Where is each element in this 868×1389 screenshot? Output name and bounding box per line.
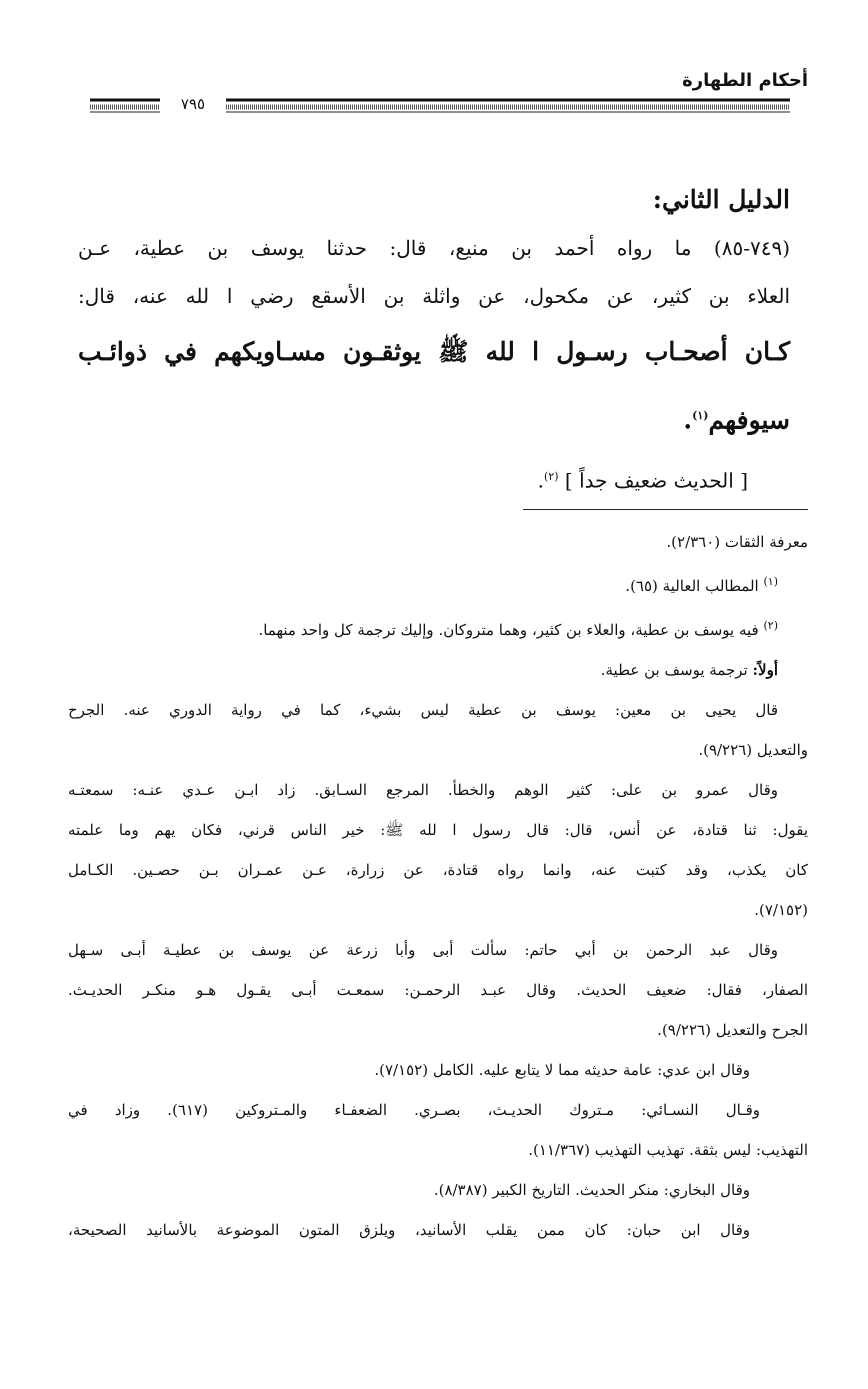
footnote-1 <box>68 562 778 606</box>
running-title: أحكام الطهارة <box>682 70 808 91</box>
footnote-1-text: المطالب العالية (٦٥). <box>625 577 759 595</box>
footnote-separator <box>523 509 808 510</box>
hadith-text-line-1: كـان أصحـاب رسـول ا لله ﷺ يوثقـون مسـاويكهم في ذوائـب <box>78 337 790 366</box>
footnote-ref-2: (٢) <box>544 470 559 484</box>
main-text <box>78 176 790 506</box>
hadith-isnad-line-1: (٧٤٩-٨٥) ما رواه أحمد بن منيع، قال: حدثنا يوسف بن عطية، عـن <box>78 236 790 260</box>
footnote-line: كان يكذب، وقد كتبت عنه، وانما رواه قتادة، عن زرارة، عـن عمـران بـن حصـين. الكـامل <box>68 861 808 879</box>
hadith-grade <box>78 452 748 506</box>
footnote-line: الجرح والتعديل (٩/٢٢٦). <box>657 1021 808 1039</box>
grade-text: [ الحديث ضعيف جداً ] <box>564 468 748 493</box>
footnote-2-text: فيه يوسف بن عطية، والعلاء بن كثير، وهما متروكان. وإليك ترجمة كل واحد منهما. <box>258 621 759 639</box>
footnote-continued: معرفة الثقات (٢/٣٦٠). <box>666 533 808 551</box>
grade-period: . <box>537 468 545 493</box>
footnote-line: قال يحيى بن معين: يوسف بن عطية ليس بشيء، كما في رواية الدوري عنه. الجرح <box>68 701 778 719</box>
page-number: ٧٩٥ <box>160 93 226 115</box>
footnote-line: وقال البخاري: منكر الحديث. التاريخ الكبير (٨/٣٨٧). <box>433 1181 750 1199</box>
footnote-2 <box>68 606 778 650</box>
footnotes <box>68 522 808 1250</box>
footnote-line: يقول: ثنا قتادة، عن أنس، قال: قال رسول ا لله ﷺ: خير الناس قرني، فكان يهم وما علمته <box>68 821 808 839</box>
footnote-2-number: (٢) <box>763 619 778 632</box>
footnote-1-number: (١) <box>763 575 778 588</box>
footnote-line: التهذيب: ليس بثقة. تهذيب التهذيب (١١/٣٦٧). <box>528 1141 808 1159</box>
footnote-ref-1: (١) <box>692 409 709 422</box>
footnote-line: والتعديل (٩/٢٢٦). <box>698 741 808 759</box>
footnote-line: وقال عمرو بن على: كثير الوهم والخطأ. المرجع السـابق. زاد ابـن عـدي عنـه: سمعتـه <box>68 781 778 799</box>
hadith-text-end: سيوفهم <box>708 405 790 435</box>
footnote-subheading <box>68 650 778 690</box>
footnote-line: وقال ابن حبان: كان ممن يقلب الأسانيد، ويلزق المتون الموضوعة بالأسانيد الصحيحة، <box>68 1221 750 1239</box>
subheading-text: ترجمة يوسف بن عطية. <box>600 661 748 679</box>
footnote-line: الصفار، فقال: ضعيف الحديث. وقال عبـد الرحمـن: سمعـت أبـى يقـول هـو منكـر الحديـث. <box>68 981 808 999</box>
footnote-line: وقـال النسـائي: مـتروك الحديـث، بصـري. الضعفـاء والمـتروكين (٦١٧). وزاد في <box>68 1101 760 1119</box>
hadith-isnad-line-2: العلاء بن كثير، عن مكحول، عن واثلة بن الأسقع رضي ا لله عنه، قال: <box>78 284 790 308</box>
subheading-label: أولاً: <box>752 661 778 679</box>
hadith-text-line-2 <box>78 384 790 452</box>
footnote-line: (٧/١٥٢). <box>754 901 808 919</box>
footnote-line: وقال عبد الرحمن بن أبي حاتم: سألت أبى وأبا زرعة عن يوسف بن عطيـة أبـى سـهل <box>68 941 778 959</box>
hadith-period: . <box>683 405 693 435</box>
footnote-line: وقال ابن عدي: عامة حديثه مما لا يتابع عليه. الكامل (٧/١٥٢). <box>374 1061 750 1079</box>
section-heading: الدليل الثاني: <box>652 185 790 214</box>
